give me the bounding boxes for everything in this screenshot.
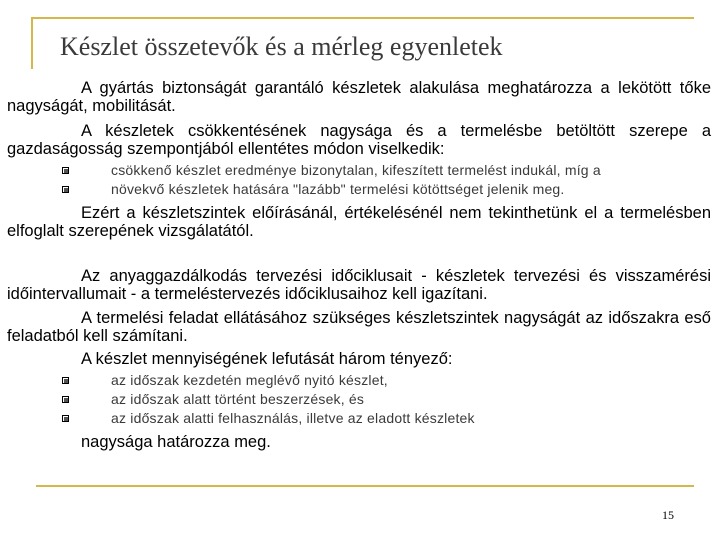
list-item: [62, 162, 702, 181]
bullet-text: az időszak kezdetén meglévő nyitó készlet,: [111, 372, 388, 388]
top-decorative-rule: [31, 17, 694, 19]
paragraph-2-text: A készletek csökkentésének nagysága és a termelésbe betöltött szerepe a gazdaságosság szempontjából ellentétes módon viselkedik:: [7, 122, 711, 158]
paragraph-1-text: A gyártás biztonságát garantáló készletek alakulása meghatározza a lekötött tőke nagyságát, mobilitását.: [7, 79, 711, 115]
paragraph-3-text: Ezért a készletszintek előírásánál, értékelésénél nem tekinthetünk el a termelésben elfoglalt szerepének vizsgálatától.: [7, 204, 711, 240]
paragraph-5: [7, 309, 711, 345]
page-number: 15: [662, 508, 674, 522]
list-item: [62, 372, 702, 391]
bullet-text: az időszak alatt történt beszerzések, és: [111, 391, 365, 407]
bullet-text: az időszak alatti felhasználás, illetve az eladott készletek: [111, 410, 475, 426]
paragraph-2: [7, 122, 711, 158]
paragraph-3: [7, 204, 711, 240]
paragraph-4: [7, 267, 711, 303]
list-item: [62, 391, 702, 410]
list-item: [62, 410, 702, 429]
square-bullet-icon: [62, 167, 69, 174]
paragraph-4-text: Az anyaggazdálkodás tervezési időciklusait - készletek tervezési és visszamérési időintervallumait - a termeléstervezés időciklusaihoz kell igazítani.: [7, 267, 711, 303]
paragraph-6: [7, 350, 711, 368]
bullet-list-1: [62, 162, 702, 200]
paragraph-6-text: A készlet mennyiségének lefutását három tényező:: [81, 350, 453, 368]
square-bullet-icon: [62, 186, 69, 193]
bullet-text: növekvő készletek hatására "lazább" termelési kötöttséget jelenik meg.: [111, 181, 565, 197]
paragraph-5-text: A termelési feladat ellátásához szükséges készletszintek nagyságát az időszakra eső feladatból kell számítani.: [7, 309, 711, 345]
paragraph-1: [7, 79, 711, 115]
list-item: [62, 181, 702, 200]
bottom-decorative-rule: [36, 485, 694, 487]
bullet-text: csökkenő készlet eredménye bizonytalan, kifeszített termelést indukál, míg a: [111, 162, 601, 178]
square-bullet-icon: [62, 415, 69, 422]
bullet-list-2: [62, 372, 702, 429]
slide-title: Készlet összetevők és a mérleg egyenletek: [60, 32, 503, 61]
square-bullet-icon: [62, 377, 69, 384]
left-decorative-rule: [31, 17, 33, 69]
closing-line: nagysága határozza meg.: [81, 433, 271, 451]
square-bullet-icon: [62, 396, 69, 403]
